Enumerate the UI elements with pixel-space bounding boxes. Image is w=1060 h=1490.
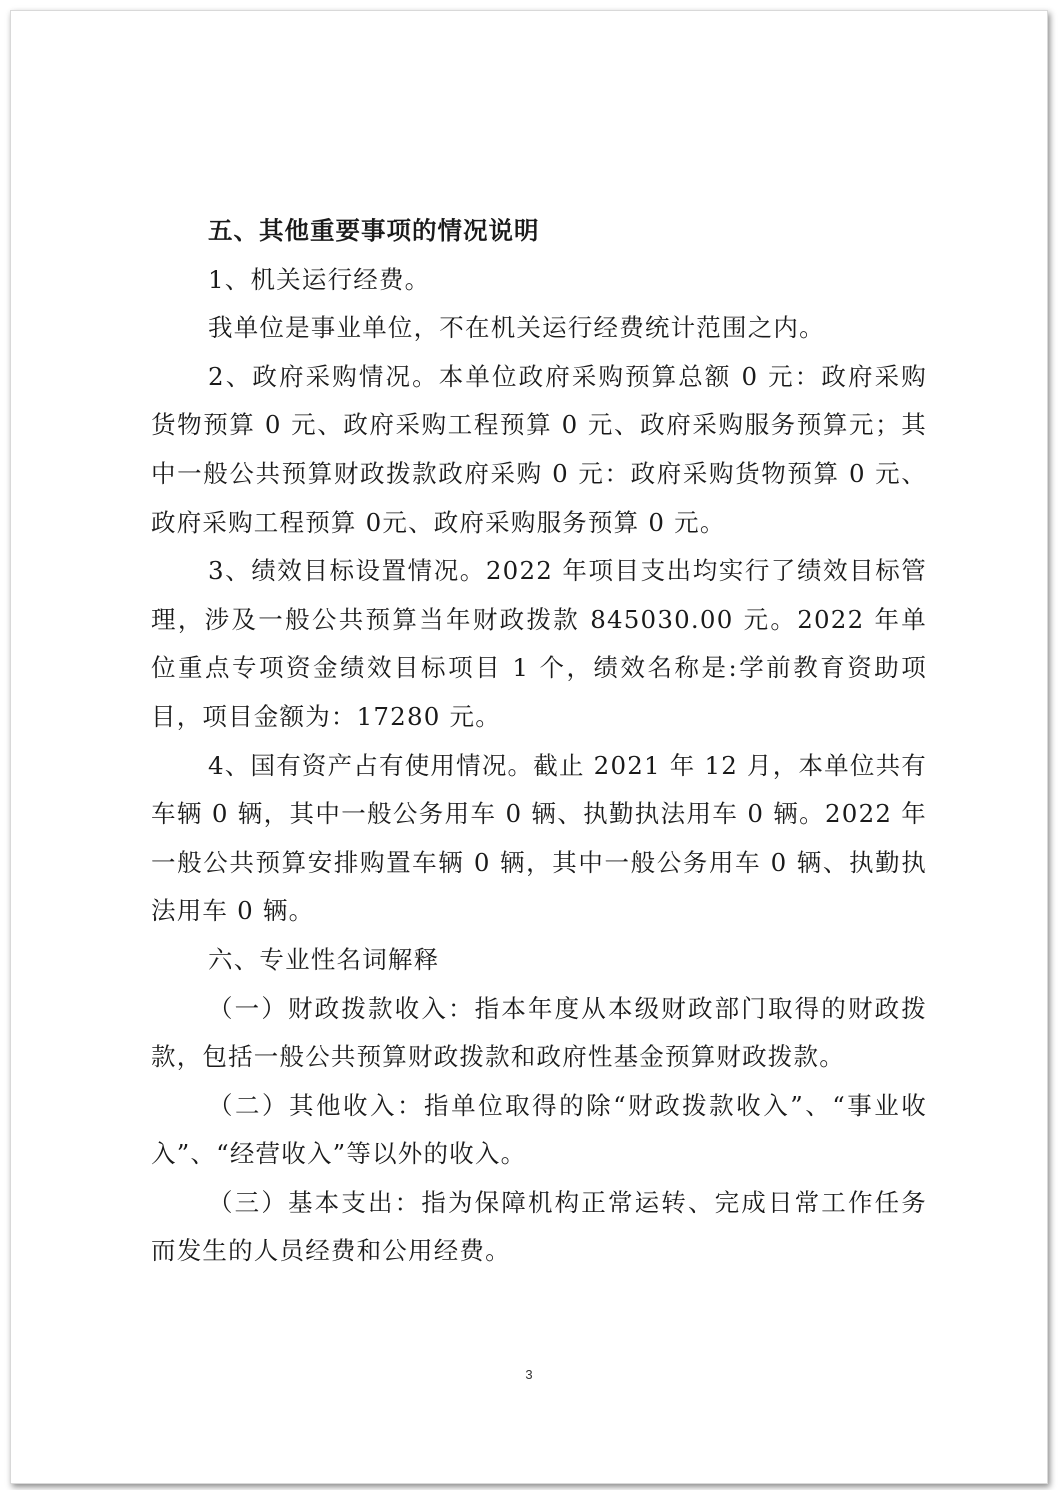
paragraph-basic-expenditure: （三）基本支出：指为保障机构正常运转、完成日常工作任务而发生的人员经费和公用经费。 xyxy=(151,1187,927,1266)
paragraph-government-procurement: 2、政府采购情况。本单位政府采购预算总额 0 元：政府采购货物预算 0 元、政府采购工程预算 0 元、政府采购服务预算元；其中一般公共预算财政拨款政府采购 0 元：政府采购货物预算 0 元、政府采购工程预算 0元、政府采购服务预算 0 元。 xyxy=(151,361,927,537)
paragraph-fiscal-appropriation-income: （一）财政拨款收入：指本年度从本级财政部门取得的财政拨款，包括一般公共预算财政拨款和政府性基金预算财政拨款。 xyxy=(151,993,927,1072)
page-number: 3 xyxy=(525,1367,533,1382)
paragraph-state-assets: 4、国有资产占有使用情况。截止 2021 年 12 月，本单位共有车辆 0 辆，其中一般公务用车 0 辆、执勤执法用车 0 辆。2022 年一般公共预算安排购置车辆 0 辆，其中一般公务用车 0 辆、执勤执法用车 0 辆。 xyxy=(151,750,927,926)
section-heading-five: 五、其他重要事项的情况说明 xyxy=(208,216,540,245)
paragraph-other-income: （二）其他收入：指单位取得的除“财政拨款收入”、“事业收入”、“经营收入”等以外的收入。 xyxy=(151,1090,927,1169)
section-heading-six: 六、专业性名词解释 xyxy=(208,944,440,974)
document-page xyxy=(10,10,1048,1484)
document-body xyxy=(151,207,927,1276)
paragraph-performance-targets: 3、绩效目标设置情况。2022 年项目支出均实行了绩效目标管理，涉及一般公共预算当年财政拨款 845030.00 元。2022 年单位重点专项资金绩效目标项目 1 个，绩效名称是:学前教育资助项目，项目金额为：17280 元。 xyxy=(151,556,927,731)
paragraph-admin-expenses-body: 我单位是事业单位，不在机关运行经费统计范围之内。 xyxy=(208,313,825,343)
paragraph-admin-expenses-title: 1、机关运行经费。 xyxy=(208,264,431,294)
